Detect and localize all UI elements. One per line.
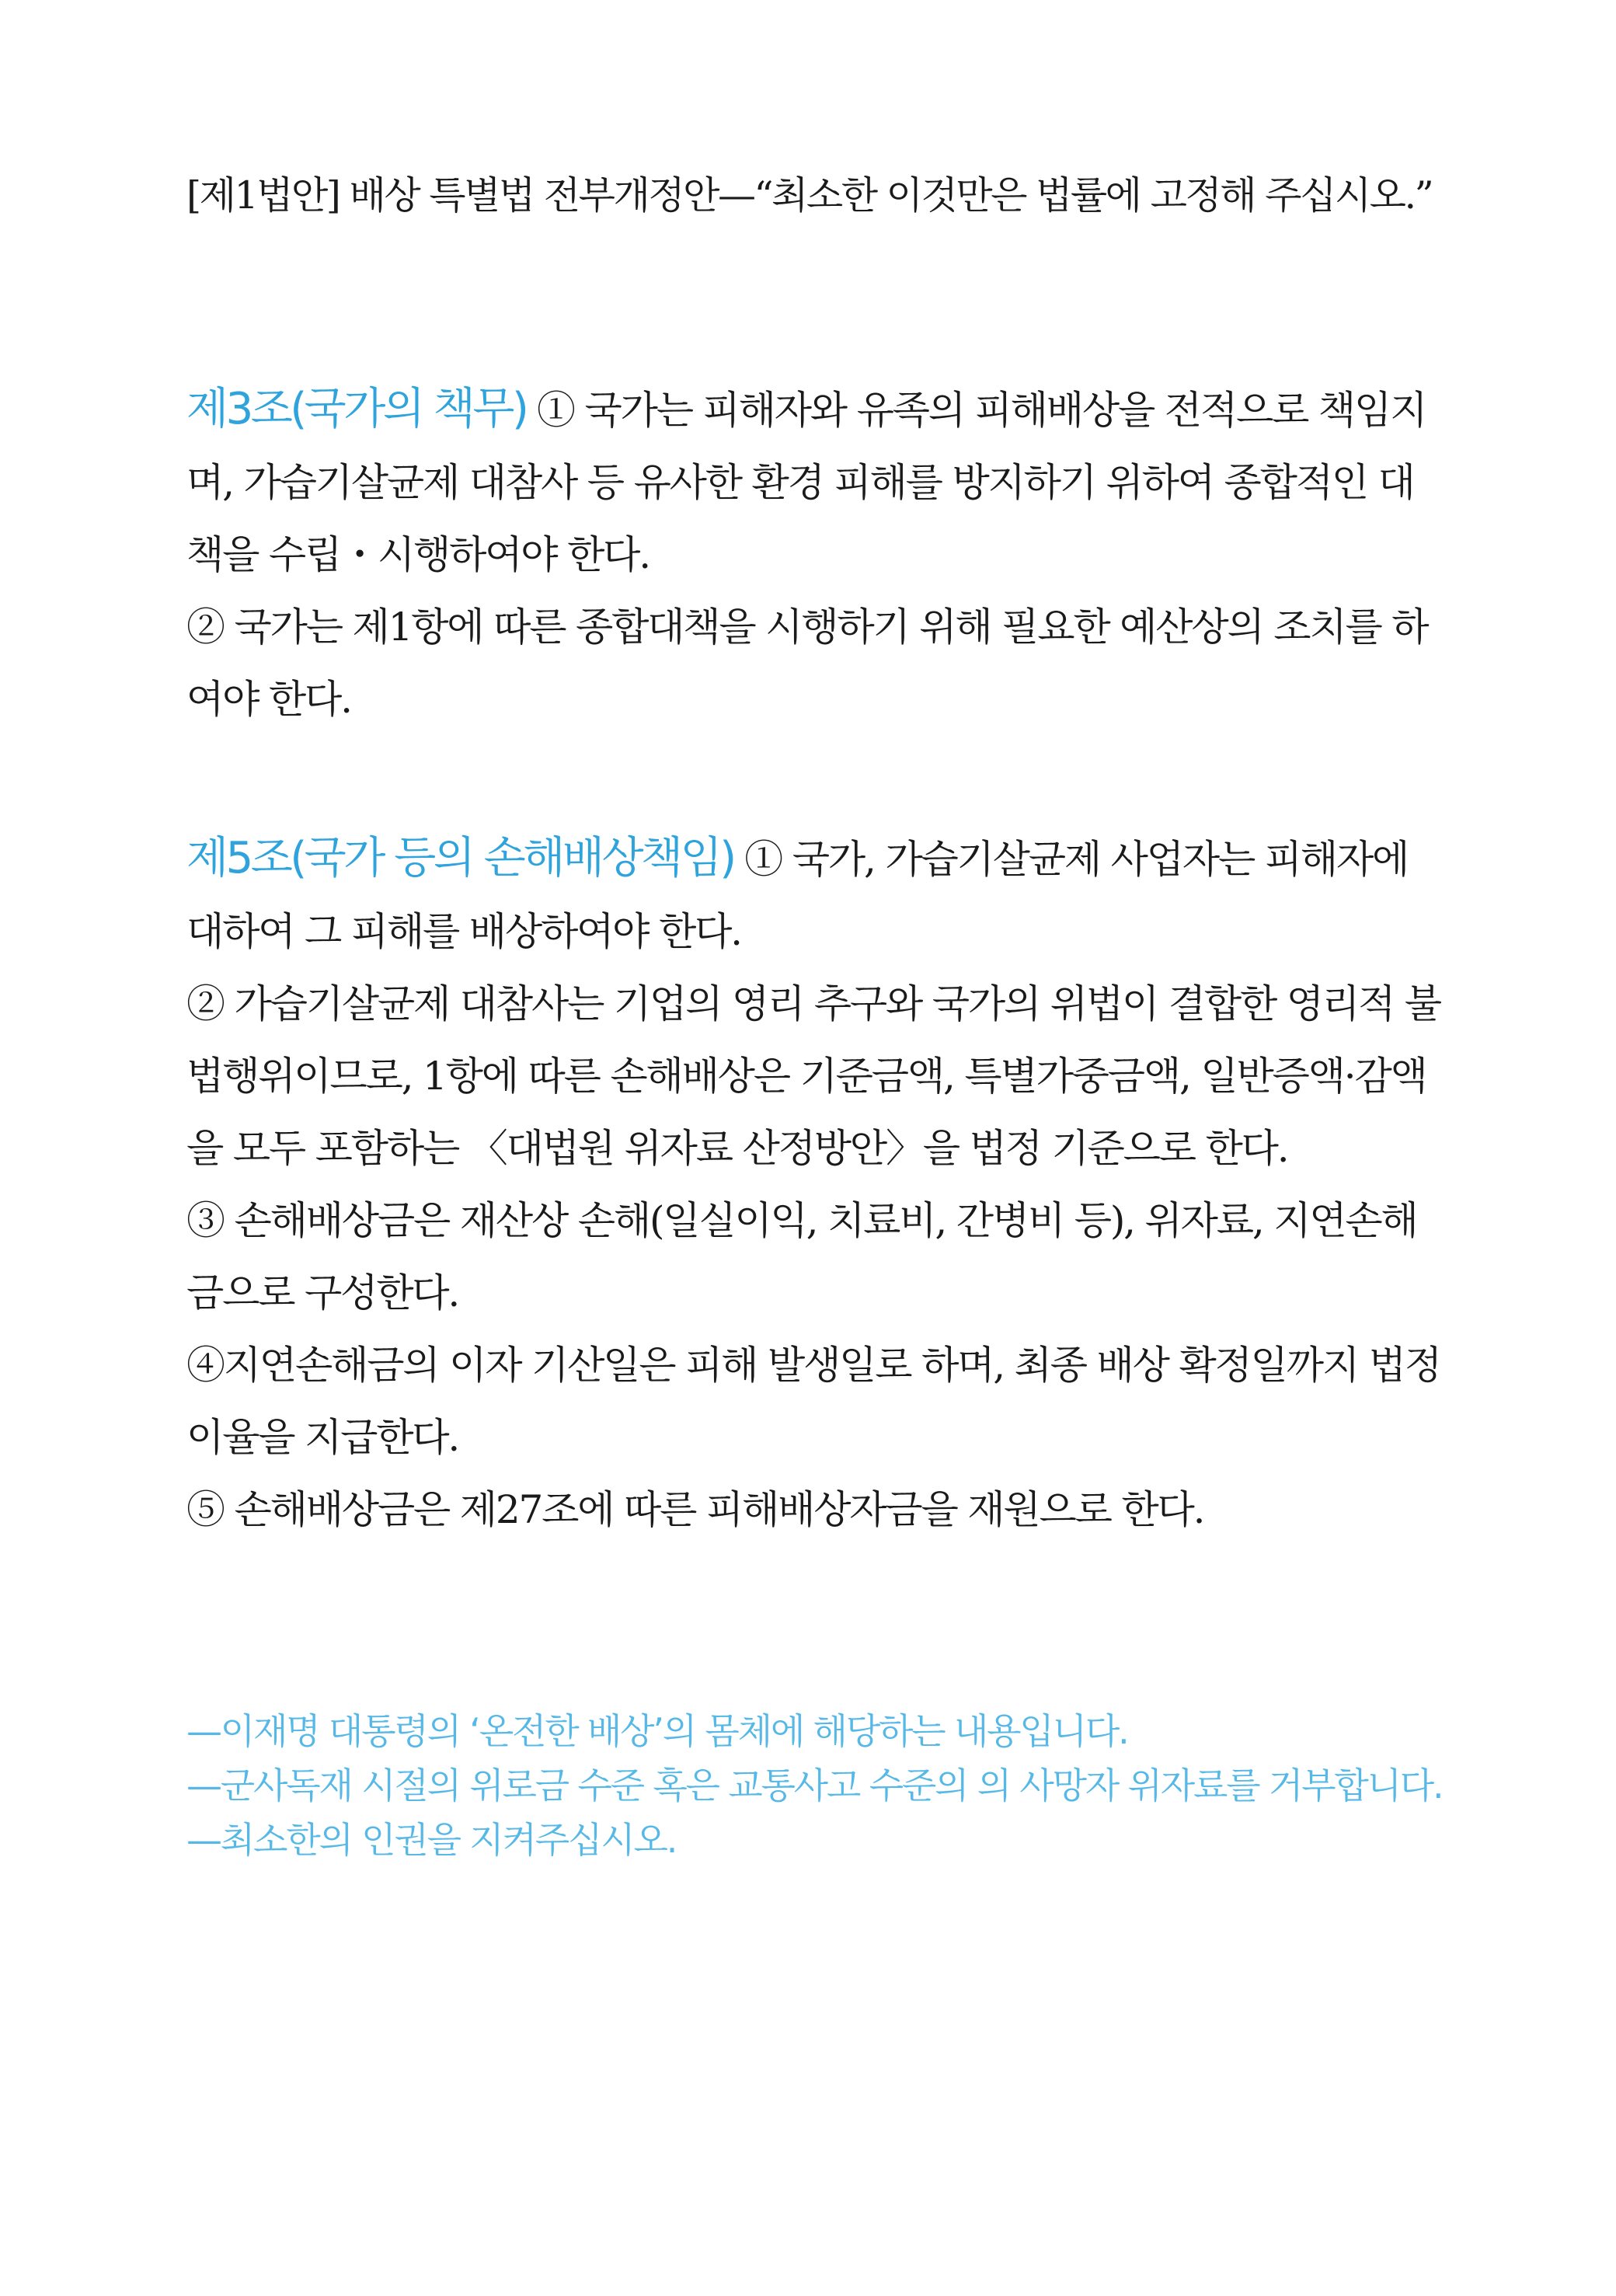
article-5-clause-2: ② 가습기살균제 대참사는 기업의 영리 추구와 국가의 위법이 결합한 영리적 불법행위이므로, 1항에 따른 손해배상은 기준금액, 특별가중금액, 일반증액·감액을 모두 포함하는 〈대법원 위자료 산정방안〉을 법정 기준으로 한다. xyxy=(186,981,1440,1171)
article-5-title: 제5조(국가 등의 손해배상책임) xyxy=(186,833,734,883)
document-header: [제1법안] 배상 특별법 전부개정안—“최소한 이것만은 법률에 고정해 주십시오.” xyxy=(186,173,1433,218)
article-5-clause-4: ④지연손해금의 이자 기산일은 피해 발생일로 하며, 최종 배상 확정일까지 법정 이율을 지급한다. xyxy=(186,1343,1440,1460)
note-2: —군사독재 시절의 위로금 수준 혹은 교통사고 수준의 의 사망자 위자료를 거부합니다. xyxy=(186,1765,1443,1806)
article-5-clause-1: ① 국가, 가습기살균제 사업자는 피해자에 대하여 그 피해를 배상하여야 한다. xyxy=(186,837,1409,954)
notes-section xyxy=(186,1704,1445,1867)
article-3 xyxy=(186,373,1445,736)
article-3-clause-1: ① 국가는 피해자와 유족의 피해배상을 전적으로 책임지며, 가습기살균제 대참사 등 유사한 환경 피해를 방지하기 위하여 종합적인 대책을 수립・시행하여야 한다. xyxy=(186,388,1426,577)
article-3-paragraph-1 xyxy=(186,373,1445,591)
article-5-clause-5: ⑤ 손해배상금은 제27조에 따른 피해배상자금을 재원으로 한다. xyxy=(186,1487,1204,1532)
article-5-paragraph-1 xyxy=(186,822,1445,968)
article-3-title: 제3조(국가의 책무) xyxy=(186,384,527,434)
article-5 xyxy=(186,822,1445,1546)
article-5-clause-3: ③ 손해배상금은 재산상 손해(일실이익, 치료비, 간병비 등), 위자료, 지연손해금으로 구성한다. xyxy=(186,1198,1417,1315)
article-3-clause-2: ② 국가는 제1항에 따른 종합대책을 시행하기 위해 필요한 예산상의 조치를 하여야 한다. xyxy=(186,604,1428,722)
note-3: —최소한의 인권을 지켜주십시오. xyxy=(186,1819,677,1861)
note-1: —이재명 대통령의 ‘온전한 배상’의 몸체에 해당하는 내용입니다. xyxy=(186,1710,1128,1752)
